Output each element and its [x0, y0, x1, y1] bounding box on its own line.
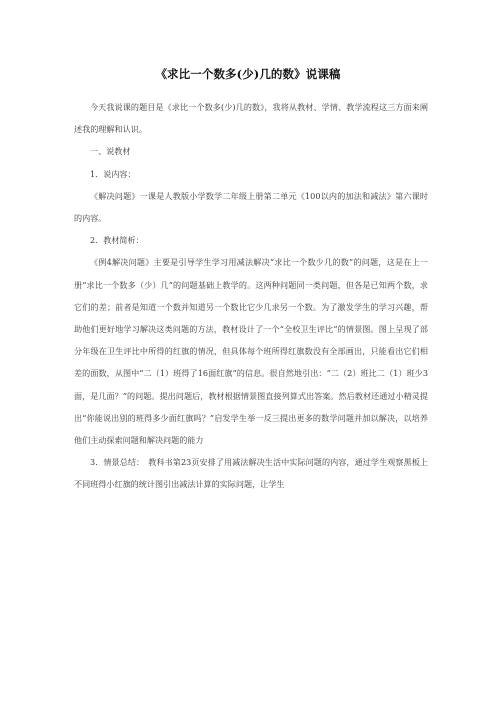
document-title: 《求比一个数多(少)几的数》说课稿: [155, 67, 341, 81]
summary-paragraph: 3．情景总结： 教科书第23页安排了用减法解决生活中实际问题的内容，通过学生观察黑板上不同班得小红旗的统计图引出减法计算的实际问题，让学生: [74, 457, 428, 490]
document-body: [74, 96, 428, 496]
subheading-analysis: 2．教材简析：: [90, 235, 144, 246]
content-paragraph: 《解决问题》一课是人教版小学数学二年级上册第二单元《100以内的加法和减法》第六课时的内容。: [74, 190, 428, 224]
analysis-paragraph: 《例4解决问题》主要是引导学生学习用减法解决“求比一个数少几的数”的问题，这是在上一册“求比一个数多（少）几”的问题基础上教学的。这两种问题同一类问题，但各是已知两个数，求它们的差；前者是知道一个数并知道另一个数比它少几求另一个数。为了激发学生的学习兴趣，帮助他们更好地学习解决这类问题的方法，教材设计了一个“全校卫生评比”的情景图。图上呈现了部分年级在卫生评比中所得的红旗的情况，但具体每个班所得红旗数没有全部画出，只能看出它们相差的面数，从图中“二（1）班得了16面红旗”的信息。很自然地引出：“二（2）班比二（1）班少3面，是几面？”的问题。提出问题后，教材根据情景图直接列算式出答案。然后教材还通过小精灵提出“你能说出别的班得多少面红旗吗？”启发学生举一反三提出更多的数学问题并加以解决，以培养他们主动探索问题和解决问题的能力: [74, 257, 428, 446]
section-heading-textbook: 一、说教材: [90, 146, 131, 157]
intro-paragraph: 今天我说课的题目是《求比一个数多(少)几的数》，我将从教材、学情、教学流程这三方面来阐述我的理解和认识。: [74, 102, 428, 135]
subheading-content: 1．说内容：: [90, 168, 136, 179]
